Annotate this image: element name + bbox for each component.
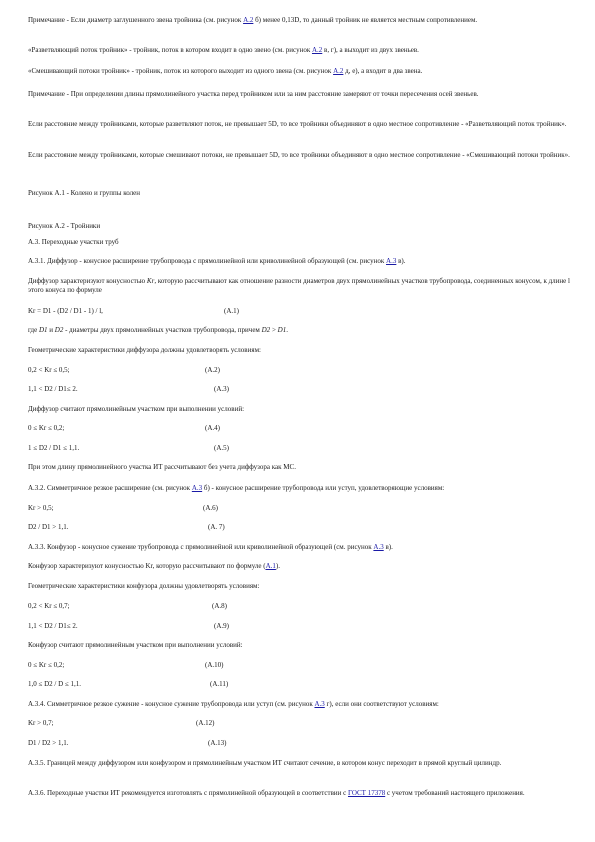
equation-a4: 0 ≤ Kr ≤ 0,2; <box>28 424 65 432</box>
equation-number: (А.9) <box>214 622 229 630</box>
figure-link[interactable]: А.2 <box>311 46 323 54</box>
equation-a1: Kr = D1 - (D2 / D1 - 1) / l, <box>28 307 103 315</box>
section-heading: А.3. Переходные участки труб <box>28 238 119 246</box>
clause-a35: А.3.5. Границей между диффузором или конфузором и прямолинейным участком ИТ считают сечение, в котором конус переходит в прямой круглый цилиндр. <box>28 759 502 767</box>
equation-number: (А. 7) <box>208 523 225 531</box>
note-tee-plugged: Примечание - Если диаметр заглушенного звена тройника (см. рисунок А.2 б) менее 0,13D, то данный тройник не является местным сопротивлением. <box>28 16 478 24</box>
equation-number: (А.6) <box>203 504 218 512</box>
paragraph-mixing-distance: Если расстояние между тройниками, которые смешивают потоки, не превышает 5D, то все тройники объединяют в одно местное сопротивление - «Смешивающий потоки тройник». <box>28 151 570 159</box>
clause-a33: А.3.3. Конфузор - конусное сужение трубопровода с прямолинейной или криволинейной образующей (см. рисунок А.3 в). <box>28 543 393 551</box>
paragraph-diffuser-geometry: Геометрические характеристики диффузора должны удовлетворять условиям: <box>28 346 261 354</box>
figure-caption-a1: Рисунок А.1 - Колено и группы колен <box>28 189 141 197</box>
gost-link[interactable]: ГОСТ 17378 <box>347 789 386 797</box>
equation-number: (А.8) <box>212 602 227 610</box>
equation-a11: 1,0 ≤ D2 / D ≤ 1,1. <box>28 680 81 688</box>
paragraph-mixing-tee: «Смешивающий потоки тройник» - тройник, поток из которого выходит из одного звена (см. рисунок А.2 д, е), а входит в два звена. <box>28 67 423 75</box>
equation-a3: 1,1 < D2 / D1≤ 2. <box>28 385 78 393</box>
figure-link[interactable]: А.3 <box>191 484 203 492</box>
equation-a13: D1 / D2 > 1,1. <box>28 739 69 747</box>
equation-number: (А.5) <box>214 444 229 452</box>
paragraph-confuser-geometry: Геометрические характеристики конфузора должны удовлетворять условиям: <box>28 582 260 590</box>
equation-a7: D2 / D1 > 1,1. <box>28 523 69 531</box>
clause-a34: А.3.4. Симметричное резкое сужение - конусное сужение трубопровода или уступ (см. рисунок А.3 г), если они соответствуют условиям: <box>28 700 439 708</box>
paragraph-diffuser-taper: Диффузор характеризуют конусностью Kr, которую рассчитывают как отношение разности диаметров двух прямолинейных участков трубопровода, соединенных конусом, к длине l этого конуса по формуле <box>28 277 570 294</box>
figure-link[interactable]: А.3 <box>314 700 325 708</box>
equation-a2: 0,2 < Kr ≤ 0,5; <box>28 366 70 374</box>
equation-a8: 0,2 < Kr ≤ 0,7; <box>28 602 70 610</box>
equation-number: (А.12) <box>196 719 215 727</box>
equation-number: (А.3) <box>214 385 229 393</box>
equation-number: (А.2) <box>205 366 220 374</box>
equation-number: (А.1) <box>224 307 239 315</box>
paragraph-branching-distance: Если расстояние между тройниками, которые разветвляют поток, не превышает 5D, то все тройники объединяют в одно местное сопротивление - «Разветвляющий поток тройник». <box>28 120 567 128</box>
figure-link[interactable]: А.3 <box>386 257 397 265</box>
equation-number: (А.13) <box>208 739 227 747</box>
paragraph-diffuser-length: При этом длину прямолинейного участка ИТ рассчитывают без учета диффузора как МС. <box>28 463 296 471</box>
paragraph-confuser-straight: Конфузор считают прямолинейным участком при выполнении условий: <box>28 641 243 649</box>
equation-a10: 0 ≤ Kr ≤ 0,2; <box>28 661 65 669</box>
clause-a31: А.3.1. Диффузор - конусное расширение трубопровода с прямолинейной или криволинейной образующей (см. рисунок А.3 в). <box>28 257 406 265</box>
clause-a32: А.3.2. Симметричное резкое расширение (см. рисунок А.3 б) - конусное расширение трубопровода или уступ, удовлетворяющие условиям: <box>28 484 445 492</box>
figure-caption-a2: Рисунок А.2 - Тройники <box>28 222 101 230</box>
figure-link[interactable]: А.2 <box>333 67 344 75</box>
equation-number: (А.10) <box>205 661 224 669</box>
equation-a12: Kr > 0,7; <box>28 719 54 727</box>
clause-a36: А.3.6. Переходные участки ИТ рекомендуется изготовлять с прямолинейной образующей в соответствии с ГОСТ 17378 с учетом требований настоящего приложения. <box>28 789 525 797</box>
note-straight-length: Примечание - При определении длины прямолинейного участка перед тройником или за ним расстояние замеряют от точки пересечения осей звеньев. <box>28 90 479 98</box>
figure-link[interactable]: А.3 <box>373 543 384 551</box>
equation-a5: 1 ≤ D2 / D1 ≤ 1,1. <box>28 444 80 452</box>
equation-a6: Kr > 0,5; <box>28 504 54 512</box>
equation-number: (А.4) <box>205 424 220 432</box>
equation-a9: 1,1 < D2 / D1≤ 2. <box>28 622 78 630</box>
paragraph-branching-tee: «Разветвляющий поток тройник» - тройник, поток в котором входит в одно звено (см. рисунок А.2 в, г), а выходит из двух звеньев. <box>28 46 419 54</box>
formula-link[interactable]: А.1 <box>265 562 276 570</box>
paragraph-diffuser-straight: Диффузор считают прямолинейным участком при выполнении условий: <box>28 405 245 413</box>
paragraph-confuser-taper: Конфузор характеризуют конусностью Kr, которую рассчитывают по формуле (А.1). <box>28 562 280 570</box>
paragraph-where: где D1 и D2 - диаметры двух прямолинейных участков трубопровода, причем D2 > D1. <box>28 326 288 334</box>
figure-link[interactable]: А.2 <box>243 16 254 24</box>
equation-number: (А.11) <box>210 680 229 688</box>
